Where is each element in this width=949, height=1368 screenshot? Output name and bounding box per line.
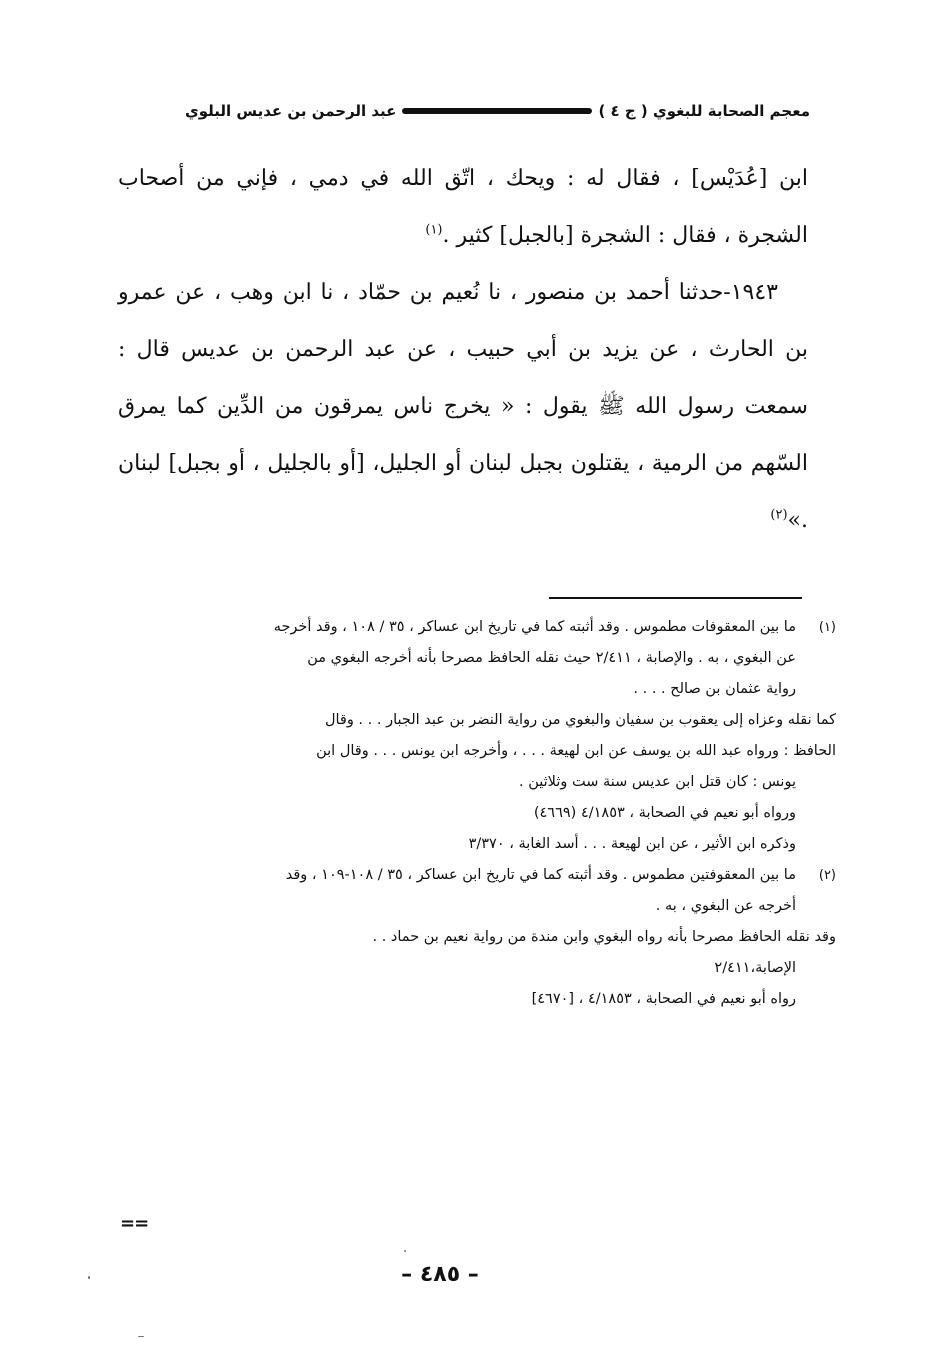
- footnote-separator: [549, 597, 802, 599]
- footnote-2-body: [78, 860, 836, 1015]
- footnote-1-line: عن البغوي ، به . والإصابة ، ٢/٤١١ حيث نقله الحافظ مصرحا بأنه أخرجه البغوي من: [307, 650, 796, 666]
- footnotes: [78, 612, 836, 1015]
- entry-name: عبد الرحمن بن عديس البلوي: [184, 102, 397, 120]
- paragraph-1: [118, 150, 808, 264]
- hadith-1943-text: ١٩٤٣-حدثنا أحمد بن منصور ، نا نُعيم بن حمّاد ، نا ابن وهب ، عن عمرو بن الحارث ، عن يزيد بن أبي حبيب ، عن عبد الرحمن بن عديس قال : سمعت رسول الله ﷺ يقول : « يخرج ناس يمرقون من الدِّين كما يمرق السّهم من الرمية ، يقتلون بجبل لبنان أو الجليل، [أو بالجليل ، أو بجبل] لبنان .»: [118, 280, 808, 533]
- scan-speck: [88, 1276, 90, 1279]
- footnote-2: [78, 860, 836, 1015]
- footnote-2-line: الإصابة،٢/٤١١: [714, 960, 796, 976]
- continuation-mark: ==: [120, 1213, 149, 1234]
- scan-speck: [138, 1336, 144, 1337]
- footnote-1-line: ما بين المعقوفات مطموس . وقد أثبته كما في تاريخ ابن عساكر ، ٣٥ / ١٠٨ ، وقد أخرجه: [273, 619, 796, 635]
- footnote-2-line: وقد نقله الحافظ مصرحا بأنه رواه البغوي وابن مندة من رواية نعيم بن حماد . .: [372, 929, 836, 945]
- footnote-1-line: رواية عثمان بن صالح . . . .: [633, 681, 796, 697]
- footnote-ref-1: (١): [425, 222, 443, 238]
- footnote-1: [78, 612, 836, 860]
- footnote-ref-2: (٢): [770, 507, 788, 523]
- page-number: – ٤٨٥ –: [401, 1262, 479, 1287]
- running-header: [135, 96, 810, 126]
- scan-speck: [404, 1250, 406, 1252]
- footnote-1-line: وذكره ابن الأثير ، عن ابن لهيعة . . . أسد الغابة ، ٣/٣٧٠: [468, 836, 796, 852]
- footnote-1-body: [78, 612, 836, 860]
- footnote-2-line: ما بين المعقوفتين مطموس . وقد أثبته كما في تاريخ ابن عساكر ، ٣٥ / ١٠٨-١٠٩ ، وقد: [285, 867, 796, 883]
- footnote-1-line: يونس : كان قتل ابن عديس سنة ست وثلاثين .: [519, 774, 796, 790]
- footnote-1-line: كما نقله وعزاه إلى يعقوب بن سفيان والبغوي من رواية النضر بن عبد الجبار . . . وقال: [324, 712, 836, 728]
- footnote-2-line: رواه أبو نعيم في الصحابة ، ٤/١٨٥٣ ، [٤٦٧٠]: [531, 991, 796, 1007]
- footnote-1-line: ورواه أبو نعيم في الصحابة ، ٤/١٨٥٣ (٤٦٦٩): [533, 805, 796, 821]
- footnote-1-number: (١): [818, 620, 836, 635]
- footnote-2-number: (٢): [818, 868, 836, 883]
- header-rule: [402, 108, 592, 114]
- paragraph-1-text: ابن [عُدَيْس] ، فقال له : ويحك ، اتّق الله في دمي ، فإني من أصحاب الشجرة ، فقال : الشجرة [بالجبل] كثير .: [118, 166, 808, 248]
- book-title: معجم الصحابة للبغوي ( ج ٤ ): [598, 102, 810, 120]
- main-text: [118, 150, 808, 549]
- footnote-1-line: الحافظ : ورواه عبد الله بن يوسف عن ابن لهيعة . . . ، وأخرجه ابن يونس . . . وقال ابن: [316, 743, 836, 759]
- hadith-1943: [118, 264, 808, 549]
- footnote-2-line: أخرجه عن البغوي ، به .: [655, 898, 796, 914]
